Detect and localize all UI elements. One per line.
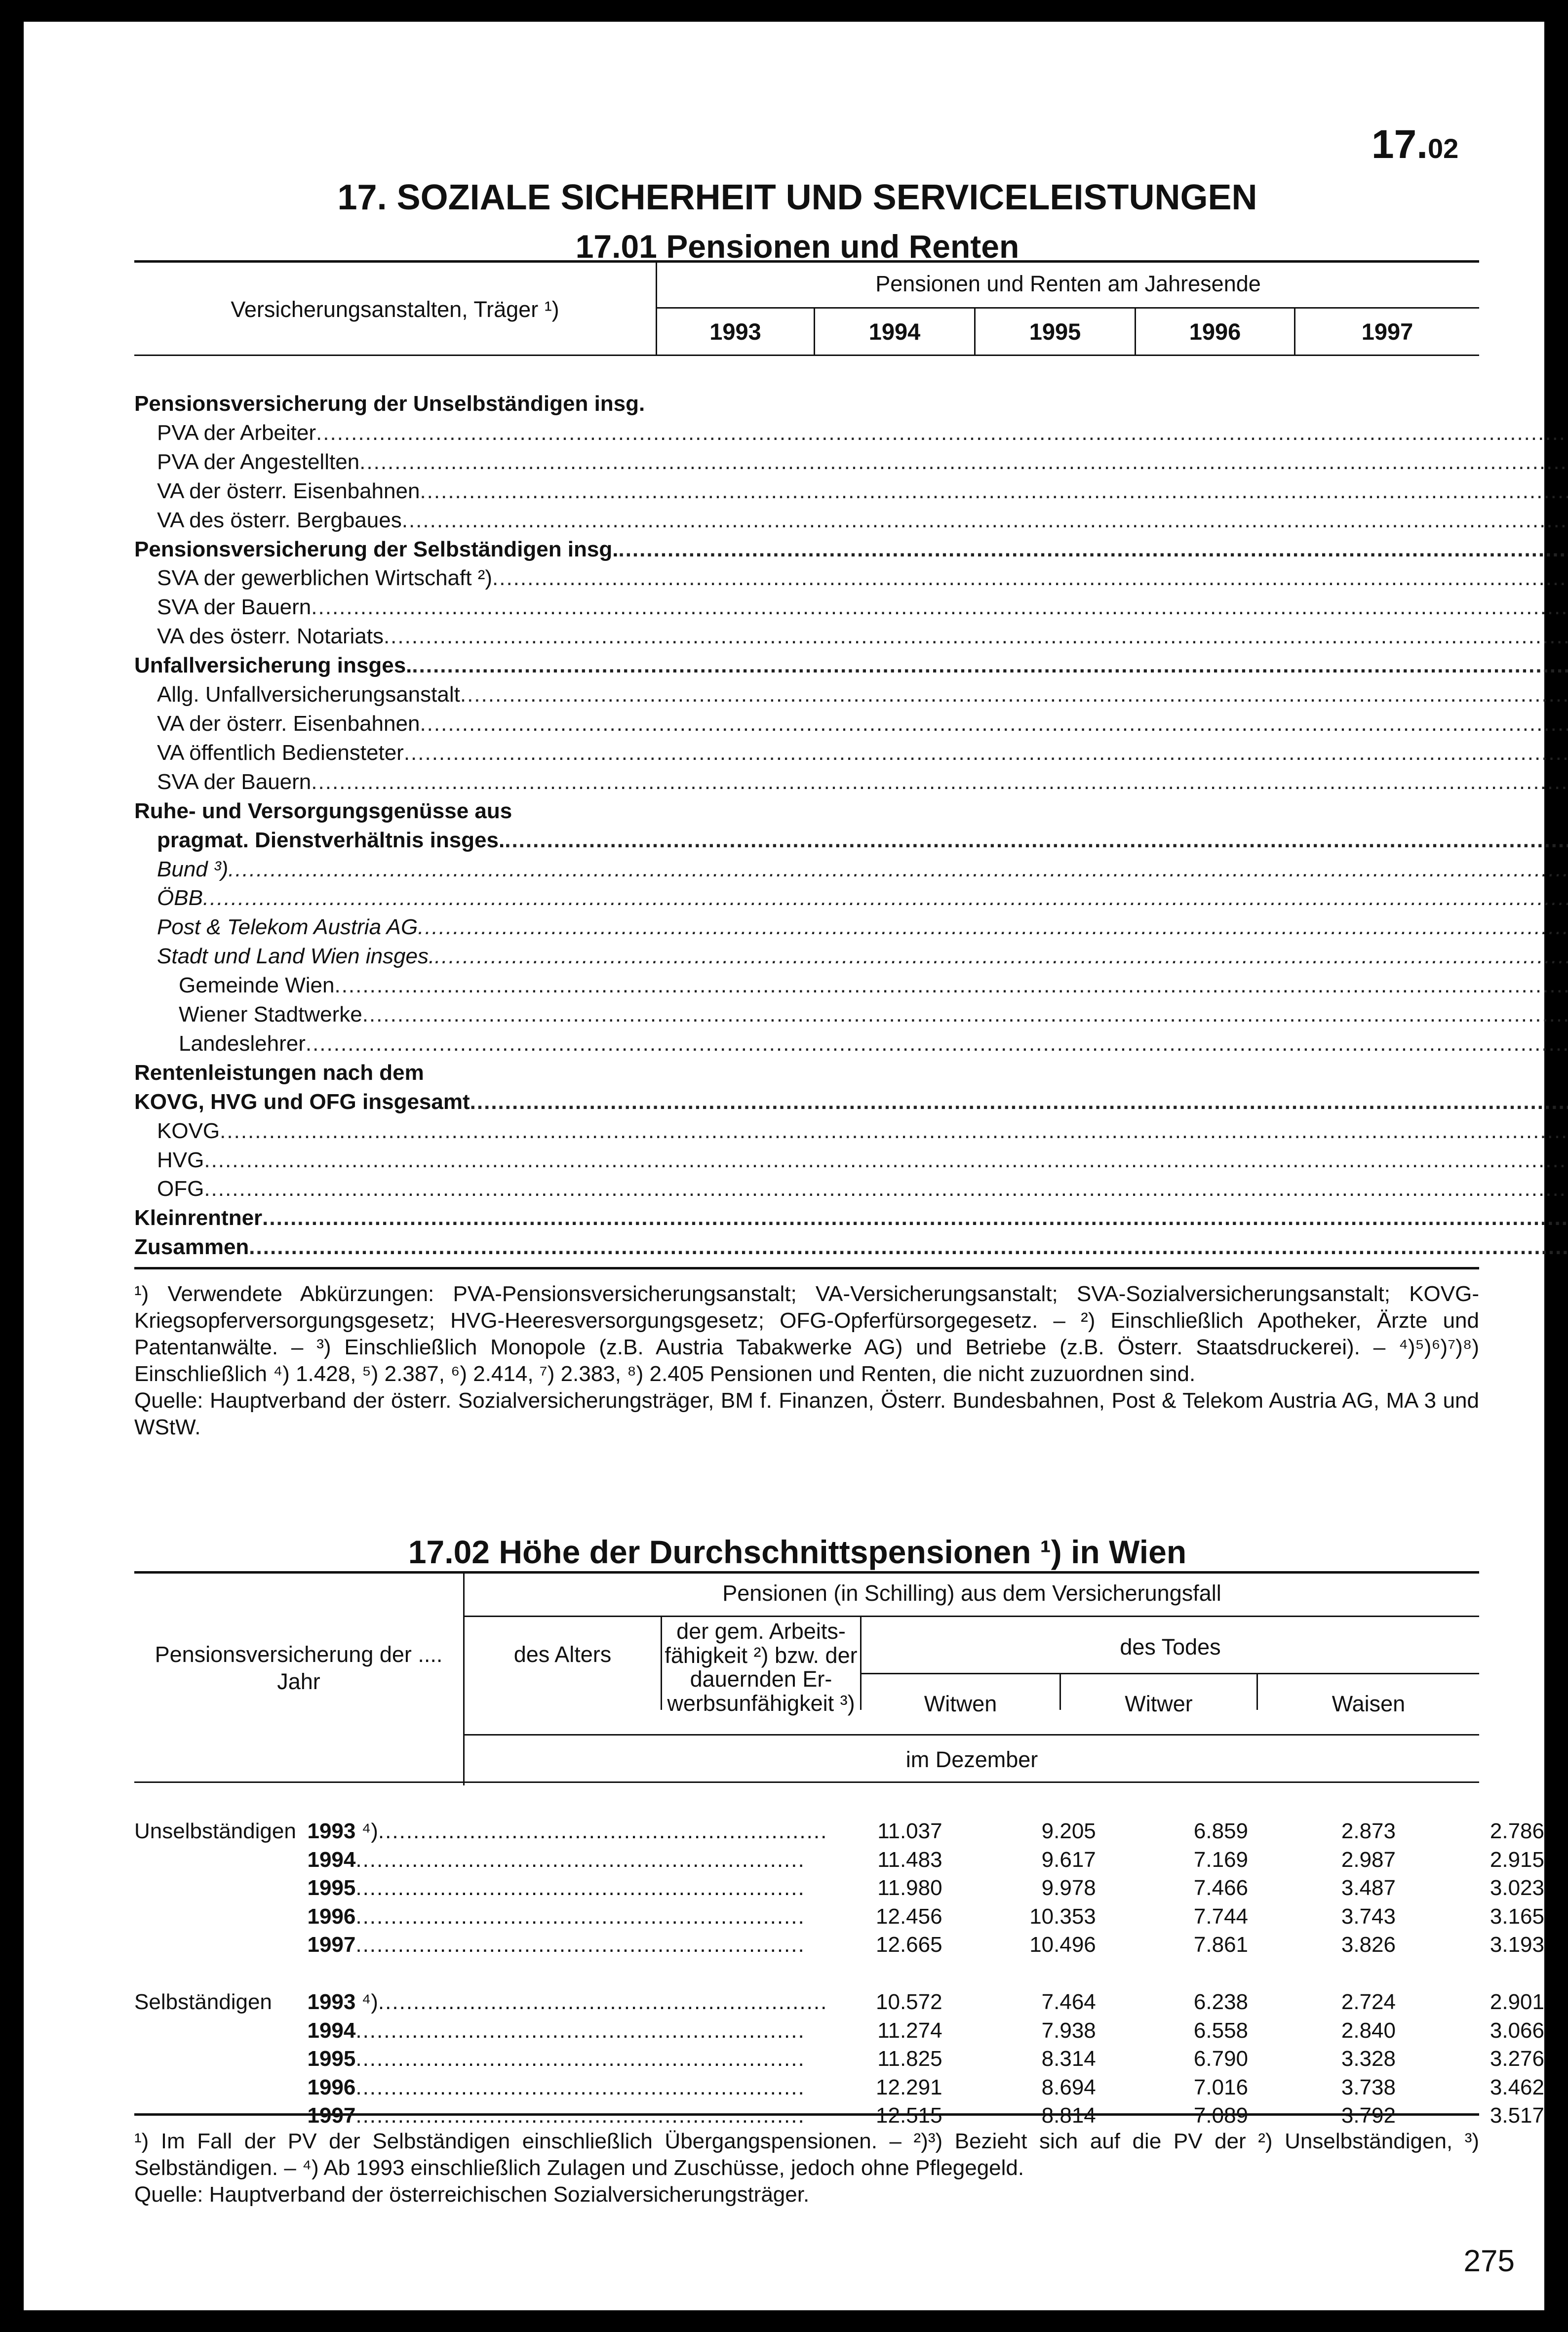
table-row [134,855,1568,884]
leader-dots [306,1029,1568,1059]
group-label [134,2016,307,2045]
table-row [134,1931,1544,1959]
table-row [134,564,1568,593]
value-cell: 3.462 [1490,2075,1544,2099]
table-row [134,1029,1568,1059]
value-cell: 3.517 [1490,2103,1544,2128]
row-label: PVA der Arbeiter ..... [134,419,1568,448]
table-row [134,1817,1544,1846]
value-cell: 10.353 [1029,1904,1096,1929]
row-label: Ruhe- und Versorgungsgenüsse aus [134,798,512,823]
row-label: VA des österr. Bergbaues ..... [134,506,1568,535]
leader-dots [204,1175,1568,1204]
leader-dots [418,913,1568,942]
table-row [134,2073,1544,2102]
table-row [134,2016,1544,2045]
group-label [134,1902,307,1931]
row-label: Zusammen ..... [134,1233,1568,1262]
leader-dots [460,680,1568,710]
table1-title: 17.01 Pensionen und Renten [575,228,1019,265]
value-cell: 2.901 [1490,1989,1544,2014]
table2-footnotes [134,2128,1479,2208]
leader-dots [334,971,1568,1000]
table2-col-divider [860,1687,862,1710]
table-row [134,971,1568,1000]
row-label: SVA der Bauern ..... [134,768,1568,797]
table-row [134,593,1568,622]
table-row [134,826,1568,855]
table-row [134,1175,1568,1204]
leader-dots [470,1088,1568,1117]
table-row [134,2045,1544,2073]
table2-header-rule [465,1616,1479,1617]
year-header-1994: 1994 [868,318,921,345]
year-cell: 1993 ⁴) ................................................................ [307,1817,827,1846]
table2-col-divider [1256,1687,1258,1710]
row-label: VA der österr. Eisenbahnen ..... [134,710,1568,739]
value-cell: 8.694 [1041,2075,1096,2099]
value-cell: 12.515 [876,2103,942,2128]
col-header-waisen: Waisen [1332,1691,1406,1716]
row-label: VA öffentlich Bediensteter ..... [134,739,1568,768]
value-cell: 2.840 [1341,2018,1396,2043]
table2-header-bottom-rule [134,1781,1479,1783]
leader-dots: ................................................................ [355,1847,805,1872]
leader-dots [311,768,1568,797]
table2-todes-rule [862,1673,1479,1674]
group-label [134,1874,307,1902]
group-label [134,2101,307,2130]
year-cell: 1994 ................................................................ [307,2016,827,2045]
table2-subheader-rule [465,1734,1479,1736]
table-row [134,768,1568,797]
table1-header-bottom-rule [134,355,1479,356]
table-row [134,1088,1568,1117]
value-cell: 7.466 [1193,1876,1249,1900]
value-cell: 2.786 [1490,1819,1544,1843]
value-cell: 3.792 [1341,2103,1396,2128]
value-cell: 10.572 [876,1989,942,2014]
value-cell: 6.238 [1193,1989,1249,2014]
table-row [134,942,1568,971]
row-label: SVA der gewerblichen Wirtschaft ²) ..... [134,564,1568,593]
value-cell: 3.328 [1341,2047,1396,2071]
col-header-arbeitsunfaehigkeit: der gem. Arbeits-fähigkeit ²) bzw. der dauernden Er-werbsunfähigkeit ³) [665,1619,858,1716]
value-cell: 12.665 [876,1933,942,1957]
table2-header-group: Pensionen (in Schilling) aus dem Versicherungsfall [722,1581,1221,1606]
leader-dots [404,739,1568,768]
leader-dots [220,1117,1568,1146]
row-label: Unfallversicherung insges. ..... [134,651,1568,680]
leader-dots [228,855,1568,884]
group-label: Unselbständigen [134,1819,296,1843]
value-cell: 12.291 [876,2075,942,2099]
row-label: Landeslehrer ..... [134,1029,1568,1059]
value-cell: 7.169 [1193,1847,1249,1872]
table-row [134,913,1568,942]
table-row [134,535,1568,564]
table2-footnote: ¹) Im Fall der PV der Selbständigen einschließlich Übergangspensionen. – ²)³) Bezieht sich auf die PV der ²) Unselbständigen, ³) Selbständigen. – ⁴) Ab 1993 einschließlich Zulagen und Zuschüsse, jedoch ohne Pflegegeld. [134,2129,1479,2180]
col-header-alters: des Alters [513,1642,612,1667]
row-label: Pensionsversicherung der Unselbständigen insg. [134,392,645,416]
group-label: Selbständigen [134,1989,272,2014]
row-label: Pensionsversicherung der Selbständigen insg. ..... [134,535,1568,564]
year-header-1997: 1997 [1361,318,1413,345]
row-label: VA des österr. Notariats ..... [134,622,1568,651]
value-cell: 2.724 [1341,1989,1396,2014]
year-cell: 1996 ................................................................ [307,2073,827,2102]
leader-dots: ................................................................ [355,2103,805,2128]
table-row [134,1988,1544,2016]
table1-header-mid-rule [657,307,1479,309]
value-cell: 7.089 [1193,2103,1249,2128]
value-cell: 6.790 [1193,2047,1249,2071]
table-row [134,622,1568,651]
table-row [134,390,1568,419]
leader-dots: ................................................................ [355,2018,805,2043]
year-cell: 1997 ................................................................ [307,1931,827,1959]
table1-body [134,390,1568,1262]
value-cell: 3.023 [1490,1876,1544,1900]
row-label: ÖBB ..... [134,884,1568,913]
table2-header-stub: Pensionsversicherung der .... Jahr [155,1642,443,1694]
value-cell: 3.826 [1341,1933,1396,1957]
leader-dots: ................................................................ [355,1904,805,1929]
leader-dots [249,1233,1568,1262]
row-label: VA der österr. Eisenbahnen ..... [134,477,1568,506]
leader-dots [420,710,1568,739]
leader-dots: ................................................................ [378,1819,828,1843]
value-cell: 2.873 [1341,1819,1396,1843]
leader-dots [384,622,1568,651]
col-header-witwen: Witwen [924,1691,997,1716]
table-row [134,1146,1568,1175]
table2-col-divider [1059,1687,1061,1710]
value-cell: 11.274 [877,2018,942,2043]
table-row [134,1204,1568,1233]
row-label: Post & Telekom Austria AG ..... [134,913,1568,942]
leader-dots [362,1000,1568,1029]
leader-dots [203,884,1568,913]
leader-dots [359,448,1568,477]
table-row [134,1846,1544,1874]
value-cell: 8.314 [1041,2047,1096,2071]
value-cell: 8.814 [1041,2103,1096,2128]
year-cell: 1994 ................................................................ [307,1846,827,1874]
value-cell: 9.617 [1041,1847,1096,1872]
leader-dots [618,535,1568,564]
row-label: pragmat. Dienstverhältnis insges. ..... [134,826,1568,855]
table1-header-group: Pensionen und Renten am Jahresende [875,271,1261,296]
row-label: PVA der Angestellten ..... [134,448,1568,477]
value-cell: 9.205 [1041,1819,1096,1843]
year-cell: 1996 ................................................................ [307,1902,827,1931]
row-label: Stadt und Land Wien insges. ..... [134,942,1568,971]
table1-source: Quelle: Hauptverband der österr. Sozialversicherungsträger, BM f. Finanzen, Österr. Bundesbahnen, Post & Telekom Austria AG, MA 3 und WStW. [134,1388,1479,1439]
table2-title: 17.02 Höhe der Durchschnittspensionen ¹) in Wien [408,1534,1187,1570]
group-label [134,2073,307,2102]
table-row [134,680,1568,710]
leader-dots [311,593,1568,622]
row-label: KOVG, HVG und OFG insgesamt ..... [134,1088,1568,1117]
chapter-title: 17. SOZIALE SICHERHEIT UND SERVICELEISTUNGEN [337,178,1257,217]
table-row [134,797,1568,826]
row-label: Rentenleistungen nach dem [134,1060,424,1085]
row-label: KOVG ..... [134,1117,1568,1146]
leader-dots [434,942,1568,971]
value-cell: 3.066 [1490,2018,1544,2043]
leader-dots [204,1146,1568,1175]
value-cell: 3.276 [1490,2047,1544,2071]
leader-dots [505,826,1568,855]
value-cell: 3.743 [1341,1904,1396,1929]
value-cell: 11.483 [877,1847,942,1872]
table2-top-rule [134,1571,1479,1574]
value-cell: 2.987 [1341,1847,1396,1872]
table-row [134,419,1568,448]
year-header-1996: 1996 [1189,318,1241,345]
table-row [134,710,1568,739]
spacer-row [134,1959,1544,1988]
year-cell: 1993 ⁴) ................................................................ [307,1988,827,2016]
group-label [134,1846,307,1874]
value-cell: 7.938 [1041,2018,1096,2043]
value-cell: 3.738 [1341,2075,1396,2099]
row-label: OFG ..... [134,1175,1568,1204]
value-cell: 10.496 [1029,1933,1096,1957]
leader-dots: ................................................................ [378,1989,828,2014]
leader-dots: ................................................................ [355,2047,805,2071]
table-row [134,477,1568,506]
table1-footnote: ¹) Verwendete Abkürzungen: PVA-Pensionsversicherungsanstalt; VA-Versicherungsanstalt; SVA-Sozialversicherungsanstalt; KOVG-Kriegsopferversorgungsgesetz; HVG-Heeresversorgungsgesetz; OFG-Opferfürsorgegesetz. – ²) Einschließlich Apotheker, Ärzte und Patentanwälte. – ³) Einschließlich Monopole (z.B. Austria Tabakwerke AG) und Betriebe (z.B. Österr. Staatsdruckerei). – ⁴)⁵)⁶)⁷)⁸) Einschließlich ⁴) 1.428, ⁵) 2.387, ⁶) 2.414, ⁷) 2.383, ⁸) 2.405 Pensionen und Renten, die nicht zuzuordnen sind. [134,1282,1479,1386]
value-cell: 6.558 [1193,2018,1249,2043]
table2-bottom-rule [134,2113,1479,2116]
table-row [134,739,1568,768]
table-row [134,448,1568,477]
table-row [134,1233,1568,1262]
table2-body [134,1817,1544,2130]
row-label: SVA der Bauern ..... [134,593,1568,622]
row-label: Allg. Unfallversicherungsanstalt ..... [134,680,1568,710]
table2-col-divider [661,1687,662,1710]
group-label [134,2045,307,2073]
value-cell: 7.744 [1193,1904,1249,1929]
value-cell: 3.487 [1341,1876,1396,1900]
table1-top-rule [134,260,1479,263]
leader-dots [262,1204,1568,1233]
row-label: Gemeinde Wien ..... [134,971,1568,1000]
col-header-witwer: Witwer [1125,1691,1193,1716]
value-cell: 7.464 [1041,1989,1096,2014]
leader-dots: ................................................................ [355,1876,805,1900]
leader-dots [402,506,1568,535]
leader-dots [412,651,1568,680]
year-header-1995: 1995 [1029,318,1081,345]
page-number: 275 [1463,2244,1515,2278]
table-row [134,884,1568,913]
row-label: HVG ..... [134,1146,1568,1175]
leader-dots [316,419,1568,448]
table2-source: Quelle: Hauptverband der österreichischen Sozialversicherungsträger. [134,2182,810,2207]
table-row [134,1000,1568,1029]
table-row [134,1059,1568,1088]
value-cell: 7.861 [1193,1933,1249,1957]
value-cell: 3.165 [1490,1904,1544,1929]
value-cell: 7.016 [1193,2075,1249,2099]
value-cell: 11.825 [877,2047,942,2071]
table-row [134,506,1568,535]
table1-header-stub: Versicherungsanstalten, Träger ¹) [231,297,559,322]
row-label: Wiener Stadtwerke ..... [134,1000,1568,1029]
year-cell: 1995 ................................................................ [307,2045,827,2073]
table2-subheader: im Dezember [905,1747,1038,1772]
row-label: Kleinrentner ..... [134,1204,1568,1233]
table-row [134,651,1568,680]
table1-footnotes [134,1281,1479,1441]
leader-dots [420,477,1568,506]
value-cell: 3.193 [1490,1933,1544,1957]
value-cell: 9.978 [1041,1876,1096,1900]
year-cell: 1995 ................................................................ [307,1874,827,1902]
leader-dots [492,564,1568,593]
leader-dots: ................................................................ [355,2075,805,2099]
value-cell: 6.859 [1193,1819,1249,1843]
col-header-todes: des Todes [1120,1634,1221,1660]
group-label [134,1931,307,1959]
document-page [24,22,1544,2310]
value-cell: 12.456 [876,1904,942,1929]
value-cell: 2.915 [1490,1847,1544,1872]
table-row [134,1902,1544,1931]
table1-bottom-rule [134,1267,1479,1269]
chapter-number: 17.02 [1372,122,1459,167]
table-row [134,2101,1544,2130]
year-header-1993: 1993 [709,318,761,345]
value-cell: 11.980 [877,1876,942,1900]
value-cell: 11.037 [877,1819,942,1843]
leader-dots: ................................................................ [355,1933,805,1957]
year-cell: 1997 ................................................................ [307,2101,827,2130]
table-row [134,1874,1544,1902]
table-row [134,1117,1568,1146]
row-label: Bund ³) ..... [134,855,1568,884]
